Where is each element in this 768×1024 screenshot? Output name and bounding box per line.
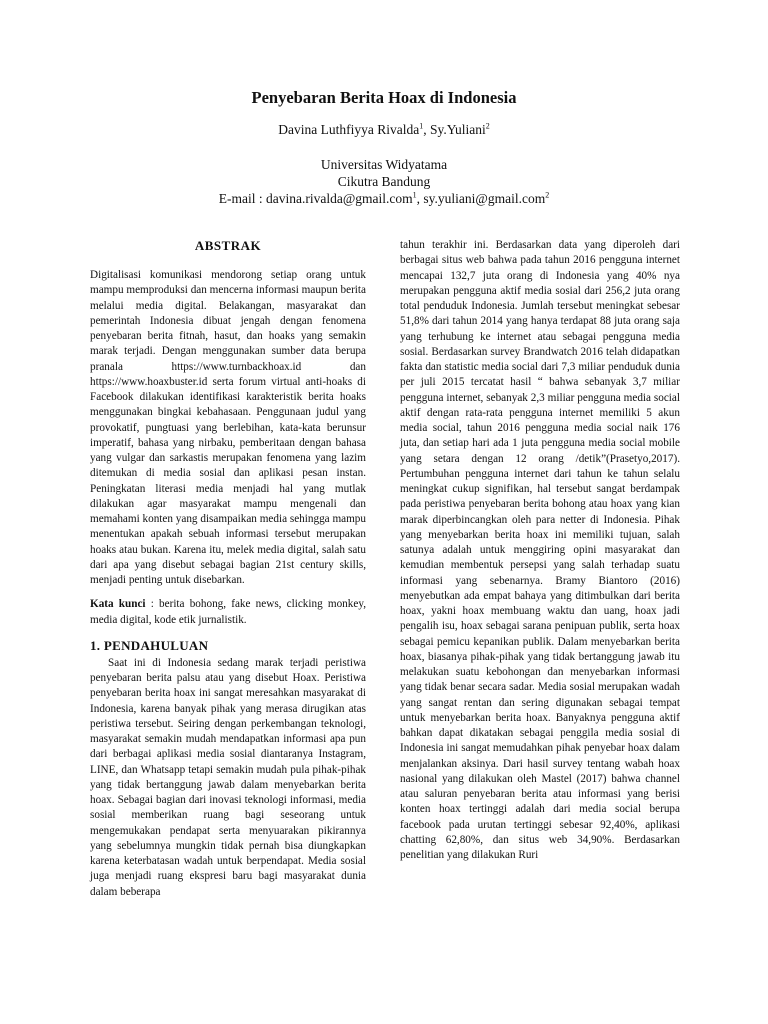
author-name: Davina Luthfiyya Rivalda: [278, 122, 420, 137]
abstract-heading: ABSTRAK: [194, 238, 262, 253]
email-superscript: 2: [545, 190, 550, 200]
right-column: [400, 238, 680, 863]
university-address: Cikutra Bandung: [337, 174, 431, 189]
section-heading: 1. PENDAHULUAN: [90, 637, 209, 653]
email-address: davina.rivalda@gmail.com: [266, 191, 413, 206]
email-superscript: 1: [412, 190, 417, 200]
email-prefix: E-mail :: [218, 191, 267, 206]
email-address: sy.yuliani@gmail.com: [423, 191, 546, 206]
section-body-right: tahun terakhir ini. Berdasarkan data yang diperoleh dari berbagai situs web bahwa pada tahun 2016 pengguna internet mencapai 132,7 juta orang di Indonesia yang 40% nya merupakan pengguna aktif media sosial dari 256,2 juta orang total penduduk Indonesia. Jumlah tersebut meningkat sebesar 51,8% dari tahun 2014 yang hanya terdapat 88 juta orang saja yang terhubung ke internet atau sebagai pengguna media sosial. Berdasarkan survey Brandwatch 2016 telah didapatkan fakta dan statistic media social dari 7,3 miliar penduduk dunia per juli 2015 tercatat hasil “ bahwa sebanyak 3,7 miliar pengguna internet, sebanyak 2,3 miliar pengguna media social aktif dengan rata-rata pengguna internet memiliki 5 akun media social, tahun 2016 pengguna media social naik 176 juta, dan setiap hari ada 1 juta pengguna media social mobile yang setara dengan 12 orang /detik”(Prasetyo,2017). Pertumbuhan pengguna internet dari tahun ke tahun selalu meningkat cukup signifikan, hal tersebut sangat berdampak pada peristiwa penyebaran berita bohong atau hoax yang kian marak diperbincangkan oleh para netter di Indonesia. Pihak yang menyebarkan berita hoax ini memiliki tujuan, salah satunya adalah untuk menggiring opini masyarakat dan kemudian membentuk persepsi yang salah terhadap suatu informasi yang sebenarnya. Bramy Biantoro (2016) menyebutkan ada empat bahaya yang ditimbulkan dari berita hoax, yakni hoax membuang waktu dan uang, hoax jadi pengalih isu, hoax sebagai sarana penipuan publik, serta hoax sebagai pemicu kepanikan publik. Dalam menyebarkan berita hoax, biasanya pihak-pihak yang tidak bertanggung jawab itu melakukan suatu kebohongan dan menyebarkan informasi yang tidak benar secara sadar. Media sosial merupakan wadah yang sangat rentan dan sering digunakan sebagai tempat untuk menyebarkan berita hoax. Banyaknya pengguna aktif bahkan dapat dikatakan sebagai penggila media sosial di Indonesia ini sangat memudahkan pihak penyebar hoax dalam menjalankan aksinya. Dari hasil survey tentang wabah hoax nasional yang dilakukan oleh Mastel (2017) bahwa channel atau saluran penyebaran berita atau informasi yang berisi konten hoax tertinggi adalah dari media social berupa facebook pada urutan tertinggi sebesar 92,40%, aplikasi chatting 62,80%, dan situs web 34,90%. Berdasarkan penelitian yang dilakukan Ruri: [400, 239, 680, 861]
author-name: Sy.Yuliani: [429, 122, 486, 137]
affiliation-block: [0, 156, 768, 207]
author-separator: ,: [423, 122, 430, 137]
keywords-text: : berita bohong, fake news, clicking monkey, media digital, kode etik jurnalistik.: [90, 598, 366, 626]
abstract-body: Digitalisasi komunikasi mendorong setiap orang untuk mampu memproduksi dan mencerna informasi maupun berita melalui media digital. Belakangan, masyarakat dan pemerintah Indonesia dibuat jengah dengan fenomena penyebaran berita fitnah, hasut, dan hoaks yang semakin marak terjadi. Dengan menggunakan sumber data berupa pranala https://www.turnbackhoax.id dan https://www.hoaxbuster.id serta forum virtual anti-hoaks di Facebook dilakukan identifikasi karakteristik berita hoaks menggunakan bingkai kebahasaan. Penggunaan judul yang provokatif, pungtuasi yang berlebihan, kata-kata berunsur imperatif, bahasa yang nirbaku, pemberitaan dengan bahasa yang vulgar dan sarkastis merupakan fenomena yang lazim ditemukan di media sosial dan aplikasi pesan instan. Peningkatan literasi media menjadi hal yang mutlak dilakukan agar masyarakat mampu mengenali dan memahami konten yang disampaikan media sehingga mampu menentukan apakah sebuah informasi tersebut merupakan hoaks atau bukan. Karena itu, melek media digital, salah satu dari apa yang disebut sebagai bagian 21st century skills, menjadi penting untuk disebarkan.: [90, 269, 366, 586]
email-separator: ,: [416, 191, 424, 206]
university-name: Universitas Widyatama: [320, 157, 448, 172]
email-line: [0, 190, 768, 207]
author-superscript: 1: [419, 121, 424, 131]
author-superscript: 2: [485, 121, 490, 131]
paper-title: Penyebaran Berita Hoax di Indonesia: [251, 88, 517, 107]
left-column: [90, 238, 366, 900]
keywords-label: Kata kunci: [90, 598, 146, 611]
author-line: [0, 122, 768, 138]
section-body-left: Saat ini di Indonesia sedang marak terjadi peristiwa penyebaran berita palsu atau yang disebut Hoax. Peristiwa penyebaran berita hoax ini sangat meresahkan masyarakat di Indonesia, karena banyak pihak yang merasa dirugikan atas peristiwa tersebut. Seiring dengan perkembangan teknologi, masyarakat semakin mudah mendapatkan informasi apa pun dari berbagai aplikasi media sosial diantaranya Instagram, LINE, dan Whatsapp tetapi semakin mudah pula pihak-pihak yang tidak bertanggung jawab dalam menyebarkan berita hoax. Sebagai bagian dari inovasi teknologi informasi, media sosial memberikan ruang bagi seseorang untuk mengemukakan pendapat serta menyuarakan pikirannya yang sebelumnya mungkin tidak pernah bisa diungkapkan karena keterbatasan wadah untuk berpendapat. Media sosial juga menjadi ruang ekspresi baru bagi masyarakat dunia dalam beberapa: [90, 656, 366, 898]
keywords-paragraph: [90, 597, 366, 628]
